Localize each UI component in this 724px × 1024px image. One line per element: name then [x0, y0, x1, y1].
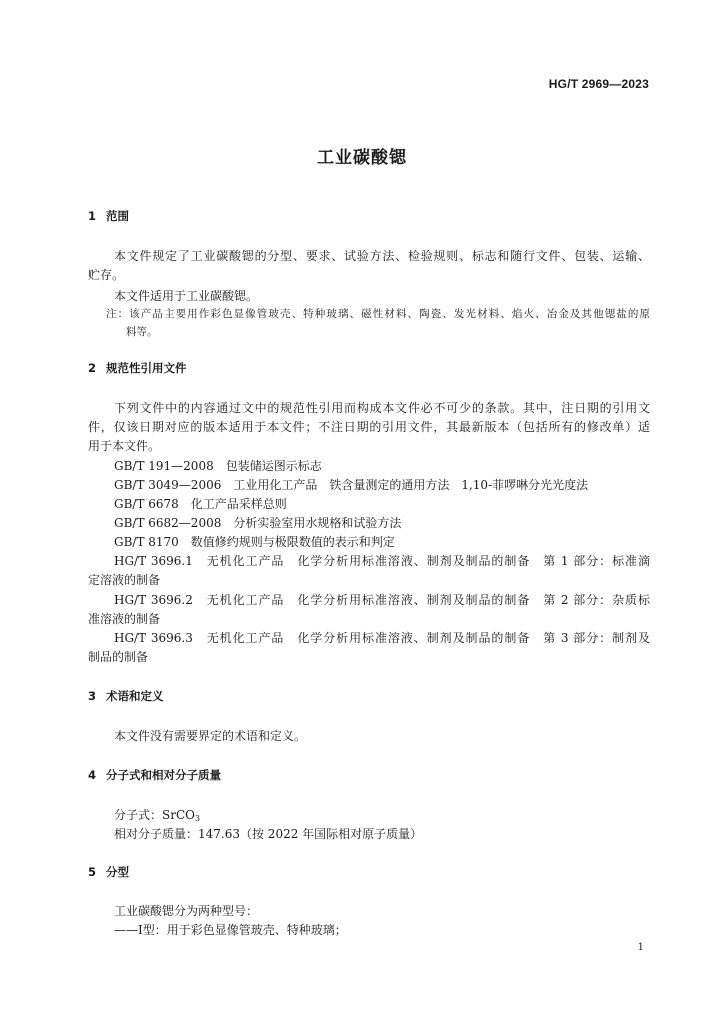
page-number: 1 [637, 942, 644, 953]
reference-item: GB/T 6678 化工产品采样总则 [114, 497, 287, 511]
types-intro: 工业碳酸锶分为两种型号： [114, 904, 259, 918]
relative-molecular-mass: 相对分子质量：147.63（按 2022 年国际相对原子质量） [114, 827, 423, 841]
references-intro-line: 件，仅该日期对应的版本适用于本文件；不注日期的引用文件，其最新版本（包括所有的修改单）适 [88, 420, 650, 434]
molecular-formula [114, 807, 650, 827]
section-title: 分型 [106, 865, 129, 879]
section-title: 规范性引用文件 [106, 361, 187, 375]
scope-paragraph-line: 本文件规定了工业碳酸锶的分型、要求、试验方法、检验规则、标志和随行文件、包装、运输、 [114, 249, 650, 263]
section-heading-normative-references [88, 360, 187, 376]
section-heading-types [88, 864, 129, 880]
scope-applicability: 本文件适用于工业碳酸锶。 [114, 289, 259, 303]
reference-item-continued: 制品的制备 [88, 650, 149, 664]
reference-item: GB/T 191—2008 包装储运图示标志 [114, 459, 322, 473]
section-number: 4 [88, 768, 97, 782]
scope-note-continued: 料等。 [126, 326, 158, 338]
reference-item: HG/T 3696.1 无机化工产品 化学分析用标准溶液、制剂及制品的制备 第 1 部分：标准滴 [114, 554, 650, 568]
scope-paragraph-line: 贮存。 [88, 268, 125, 282]
section-title: 分子式和相对分子质量 [106, 768, 221, 782]
section-heading-formula [88, 767, 221, 783]
references-intro-line: 下列文件中的内容通过文中的规范性引用而构成本文件必不可少的条款。其中，注日期的引用文 [114, 401, 650, 415]
reference-item-continued: 准溶液的制备 [88, 612, 161, 626]
section-number: 2 [88, 361, 97, 375]
section-title: 术语和定义 [106, 689, 164, 703]
formula-subscript: 3 [194, 814, 201, 823]
reference-item: HG/T 3696.3 无机化工产品 化学分析用标准溶液、制剂及制品的制备 第 3 部分：制剂及 [114, 631, 650, 645]
section-number: 5 [88, 865, 97, 879]
section-number: 3 [88, 689, 97, 703]
molecular-formula-label: 分子式：SrCO [114, 808, 195, 822]
type-1-description: ——Ⅰ型：用于彩色显像管玻壳、特种玻璃； [114, 923, 347, 937]
reference-item-continued: 定溶液的制备 [88, 573, 161, 587]
scope-note: 注：该产品主要用作彩色显像管玻壳、特种玻璃、磁性材料、陶瓷、发光材料、焰火、冶金及其他锶盐的原 [106, 308, 650, 320]
reference-item: HG/T 3696.2 无机化工产品 化学分析用标准溶液、制剂及制品的制备 第 2 部分：杂质标 [114, 593, 650, 607]
section-title: 范围 [106, 209, 129, 223]
terms-text: 本文件没有需要界定的术语和定义。 [114, 729, 307, 743]
reference-item: GB/T 3049—2006 工业用化工产品 铁含量测定的通用方法 1,10-菲啰啉分光光度法 [114, 478, 589, 492]
section-heading-scope [88, 208, 129, 224]
references-intro-line: 用于本文件。 [88, 439, 161, 453]
document-code: HG/T 2969—2023 [548, 77, 649, 91]
section-heading-terms [88, 688, 164, 704]
reference-item: GB/T 6682—2008 分析实验室用水规格和试验方法 [114, 516, 402, 530]
reference-item: GB/T 8170 数值修约规则与极限数值的表示和判定 [114, 535, 395, 549]
section-number: 1 [88, 209, 97, 223]
page-title: 工业碳酸锶 [317, 148, 407, 168]
